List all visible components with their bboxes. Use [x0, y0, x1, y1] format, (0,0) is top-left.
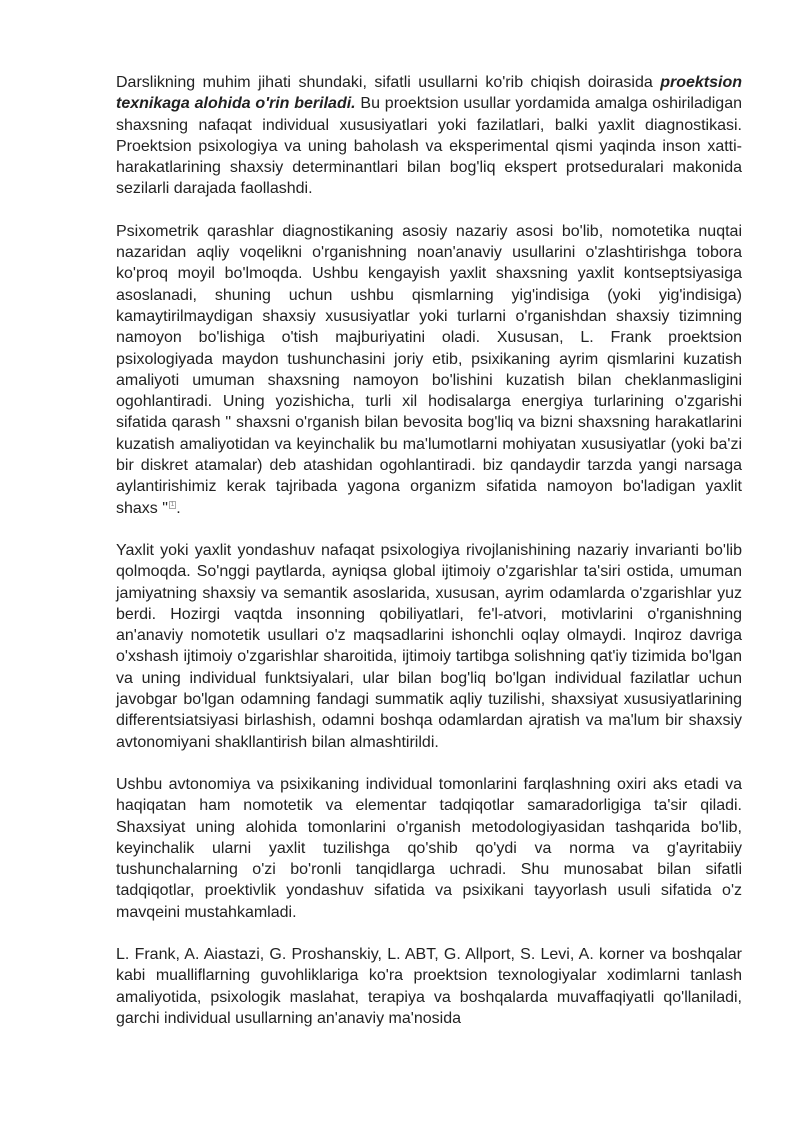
paragraph-2-end: .: [176, 499, 181, 517]
paragraph-1-emphasis: proektsion texnikaga alohida o'rin beriladi.: [116, 74, 742, 113]
paragraph-3: Yaxlit yoki yaxlit yondashuv nafaqat psixologiya rivojlanishining nazariy invarianti bo'lib qolmoqda. So'nggi paytlarda, ayniqsa global ijtimoiy o'zgarishlar ta'siri ostida, umuman jamiyatning shaxsiy va semantik asoslarida, xususan, ayrim odamlarda o'zgarishlar yuz berdi. Hozirgi vaqtda insonning qobiliyatlari, fe'l-atvori, motivlarini o'rganishning an'anaviy nomotetik usullari o'z maqsadlarini ishonchli oqlay olmaydi. Inqiroz davriga o'xshash ijtimoiy o'zgarishlar sharoitida, ijtimoiy tartibga solishning qat'iy tizimida bo'lgan va uning individual funktsiyalari, ular bilan bog'liq bo'lgan individual fazilatlar uchun javobgar bo'lgan odamning fandagi summatik aqliy tuzilishi, shaxsiyat xususiyatlarining differentsiatsiyasi birlashish, odamni boshqa odamlardan ajratish va ma'lum bir shaxsiy avtonomiyani shakllantirish bilan almashtirildi.: [116, 541, 742, 751]
document-page: [116, 72, 742, 1050]
footnote-marker[interactable]: 1: [170, 502, 175, 509]
paragraph-4: Ushbu avtonomiya va psixikaning individual tomonlarini farqlashning oxiri aks etadi va haqiqatan ham nomotetik va elementar tadqiqotlar samaradorligiga ta'sir qiladi. Shaxsiyat uning alohida tomonlarini o'rganish metodologiyasidan tashqarida bo'lib, keyinchalik ularni yaxlit tuzilishga qo'shib qo'ydi va norma va g'ayritabiiy tushunchalarning o'zi bo'ronli tanqidlarga uchradi. Shu munosabat bilan sifatli tadqiqotlar, proektivlik yondashuv sifatida va psixikani tayyorlash usuli sifatida o'z mavqeini mustahkamladi.: [116, 775, 742, 921]
paragraph-5: L. Frank, A. Aiastazi, G. Proshanskiy, L. ABT, G. Allport, S. Levi, A. korner va boshqalar kabi mualliflarning guvohliklariga ko'ra proektsion texnologiyalar xodimlarni tanlash amaliyotida, psixologik maslahat, terapiya va boshqalarda muvaffaqiyatli qo'llaniladi, garchi individual usullarning an'anaviy ma'nosida: [116, 945, 742, 1027]
paragraph-2: [116, 221, 742, 519]
paragraph-2-text: Psixometrik qarashlar diagnostikaning asosiy nazariy asosi bo'lib, nomotetika nuqtai nazaridan aqliy voqelikni o'rganishning noan'anaviy usullarini o'zlashtirishga tobora ko'proq moyil bo'lmoqda. Ushbu kengayish yaxlit shaxsning yaxlit kontseptsiyasiga asoslanadi, shuning uchun ushbu qismlarning yig'indisiga (yoki yig'indisiga) kamaytirilmaydigan shaxsiy xususiyatlar yoki turlarni o'rganishdan shaxsiy tizimning namoyon bo'lishiga o'tish majburiyatini oladi. Xususan, L. Frank proektsion psixologiyada maydon tushunchasini joriy etib, psixikaning ayrim qismlarini kuzatish amaliyoti umuman shaxsning namoyon bo'lishini kuzatish bilan cheklanmasligini ogohlantiradi. Uning yozishicha, turli xil hodisalarga energiya turlarining o'zgarishi sifatida qarash " shaxsni o'rganish bilan bevosita bog'liq va bizni shaxsning harakatlarini kuzatish amaliyotidan va keyinchalik bu ma'lumotlarni mohiyatan xususiyatlar (yoki ba'zi bir diskret atamalar) deb atashidan ogohlantiradi. biz qandaydir tarzda yangi narsaga aylantirishimiz kerak tajribada yagona organizm sifatida namoyon bo'ladigan yaxlit shaxs ": [116, 222, 742, 517]
paragraph-1-end: Bu proektsion usullar yordamida amalga oshiriladigan shaxsning nafaqat individual xususiyatlari yoki fazilatlari, balki yaxlit diagnostikasi. Proektsion psixologiya va uning baholash va eksperimental qismi yaqinda inson xatti-harakatlarining shaxsiy determinantlari bilan bog'liq ekspert protseduralari makonida sezilarli darajada faollashdi.: [116, 95, 743, 198]
paragraph-1-start: Darslikning muhim jihati shundaki, sifatli usullarni ko'rib chiqish doirasida: [116, 74, 661, 91]
paragraph-1: [116, 72, 742, 200]
